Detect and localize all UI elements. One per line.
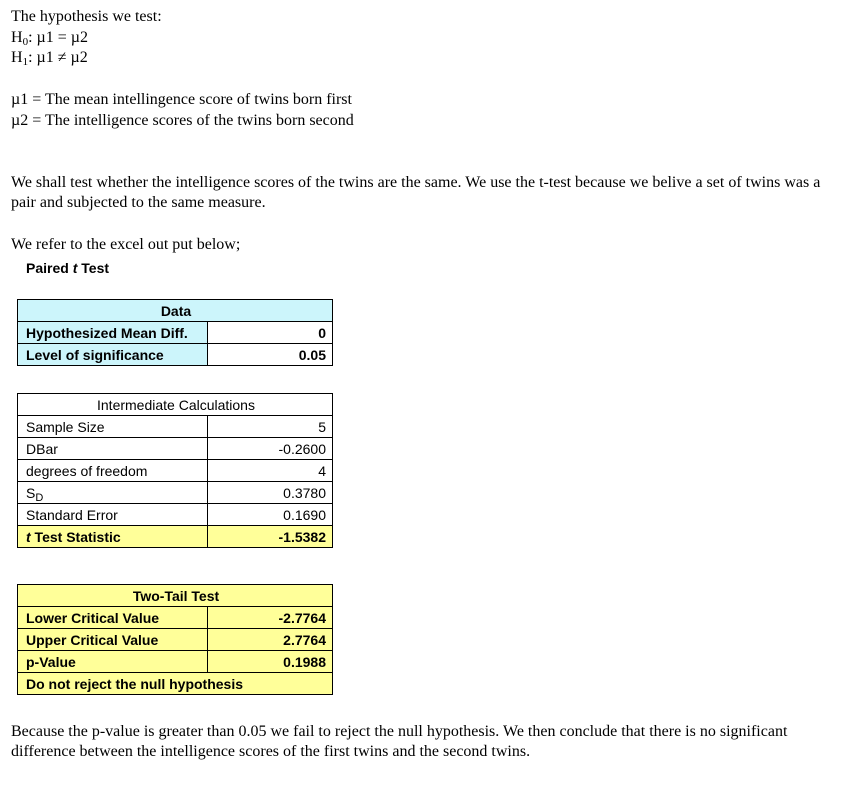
- table-row: [18, 651, 333, 673]
- intermediate-table: [17, 393, 333, 548]
- dbar-label: DBar: [18, 438, 208, 460]
- h0-line: [11, 28, 88, 48]
- degrees-of-freedom-label: degrees of freedom: [18, 460, 208, 482]
- intermediate-header: Intermediate Calculations: [18, 394, 333, 416]
- table-row: [18, 482, 333, 504]
- level-of-significance-value: 0.05: [208, 344, 333, 366]
- lower-critical-label: Lower Critical Value: [18, 607, 208, 629]
- sd-label-sub: D: [35, 491, 44, 504]
- sd-value: 0.3780: [208, 482, 333, 504]
- t-statistic-label-rest: Test Statistic: [30, 528, 121, 545]
- h1-expression: : µ1 ≠ µ2: [28, 49, 88, 66]
- excel-title-suffix: Test: [77, 260, 110, 276]
- sd-label-main: S: [26, 484, 36, 501]
- mu2-definition: µ2 = The intelligence scores of the twins born second: [11, 112, 354, 129]
- upper-critical-value: 2.7764: [208, 629, 333, 651]
- table-row: [18, 322, 333, 344]
- sample-size-value: 5: [208, 416, 333, 438]
- h0-label: H: [11, 29, 23, 46]
- h1-line: [11, 48, 88, 68]
- t-statistic-value: -1.5382: [208, 526, 333, 548]
- p-value-value: 0.1988: [208, 651, 333, 673]
- sd-label: [18, 482, 208, 504]
- h0-expression: : µ1 = µ2: [28, 29, 88, 46]
- excel-title: [26, 258, 109, 278]
- level-of-significance-label: Level of significance: [18, 344, 208, 366]
- t-statistic-label: [18, 526, 208, 548]
- t-statistic-label-t: t: [26, 528, 31, 545]
- sample-size-label: Sample Size: [18, 416, 208, 438]
- table-row: [18, 438, 333, 460]
- method-paragraph: We shall test whether the intelligence scores of the twins are the same. We use the t-test because we belive a set of twins was a pair and subjected to the same measure.: [11, 174, 821, 211]
- table-row: [18, 504, 333, 526]
- two-tail-header: Two-Tail Test: [18, 585, 333, 607]
- p-value-label: p-Value: [18, 651, 208, 673]
- hypothesized-mean-diff-value: 0: [208, 322, 333, 344]
- excel-title-t: t: [72, 260, 78, 276]
- upper-critical-label: Upper Critical Value: [18, 629, 208, 651]
- hypothesis-intro: The hypothesis we test:: [11, 8, 162, 25]
- data-table-header: Data: [18, 300, 333, 322]
- conclusion-paragraph: Because the p-value is greater than 0.05 we fail to reject the null hypothesis. We then conclude that there is no significant difference between the intelligence scores of the first twins and the second twins.: [11, 723, 788, 760]
- standard-error-value: 0.1690: [208, 504, 333, 526]
- dbar-value: -0.2600: [208, 438, 333, 460]
- h0-sub: 0: [22, 36, 29, 48]
- excel-title-prefix: Paired: [26, 260, 73, 276]
- table-row: [18, 526, 333, 548]
- two-tail-table: [17, 584, 333, 695]
- h1-sub: 1: [22, 56, 29, 68]
- hypothesized-mean-diff-label: Hypothesized Mean Diff.: [18, 322, 208, 344]
- h1-label: H: [11, 49, 23, 66]
- data-table: [17, 299, 333, 366]
- refer-text: We refer to the excel out put below;: [11, 236, 241, 253]
- table-row: [18, 344, 333, 366]
- degrees-of-freedom-value: 4: [208, 460, 333, 482]
- table-row: [18, 416, 333, 438]
- decision-text: Do not reject the null hypothesis: [18, 673, 333, 695]
- mu1-definition: µ1 = The mean intellingence score of twins born first: [11, 91, 352, 108]
- lower-critical-value: -2.7764: [208, 607, 333, 629]
- table-row: [18, 629, 333, 651]
- table-row: [18, 607, 333, 629]
- table-row: [18, 673, 333, 695]
- standard-error-label: Standard Error: [18, 504, 208, 526]
- table-row: [18, 460, 333, 482]
